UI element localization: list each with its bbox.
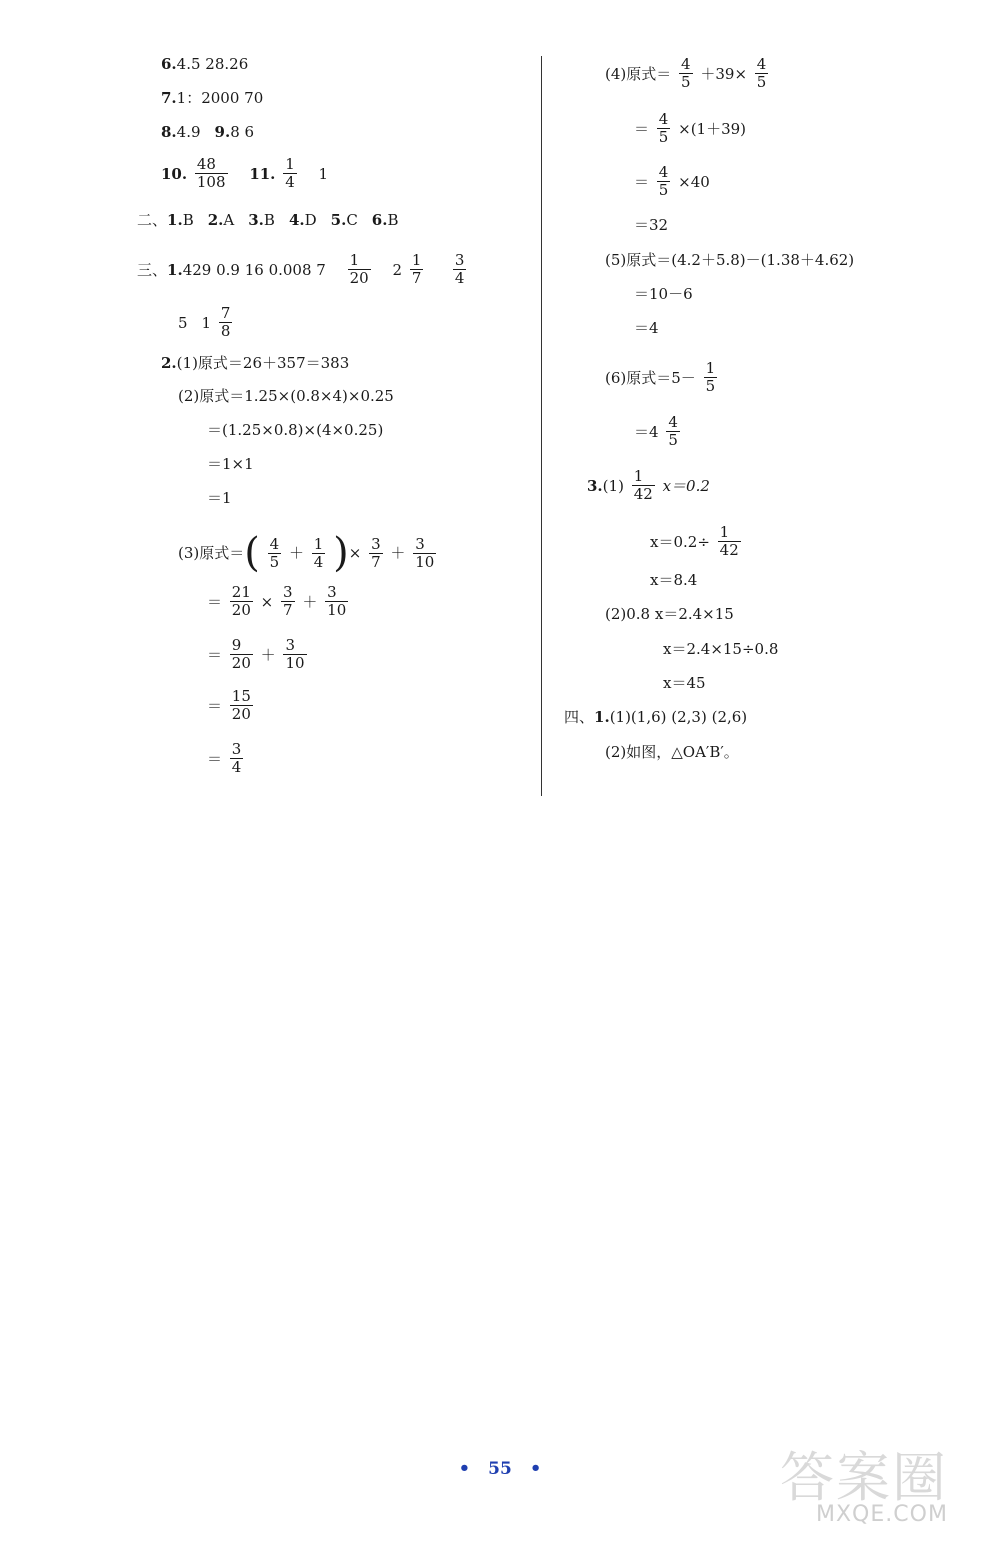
calc-2-4-line4: ＝32: [634, 216, 669, 234]
calc-2-3-line1: (3)原式＝( $\frac{4}{5}$ ＋ $\frac{1}{4}$ )× $\frac{3}{7}$ ＋ $\frac{3}{10}$: [178, 530, 435, 576]
fraction: $\frac{3}{4}$: [231, 740, 242, 776]
fraction: $\frac{4}{5}$: [668, 413, 678, 449]
calc-2-6-line2: ＝4 $\frac{4}{5}$: [634, 413, 678, 449]
equation-3-2-line2: x＝2.4×15÷0.8: [663, 640, 779, 658]
calc-2-4-line2: ＝ $\frac{4}{5}$ ×(1＋39): [634, 110, 747, 146]
fraction: $\frac{7}{8}$: [220, 304, 231, 340]
fraction: $\frac{3}{10}$: [285, 636, 305, 672]
answer-6: 6.4.5 28.26: [161, 55, 249, 73]
section-2-answers: 二、1.B 2.A 3.B 4.D 5.C 6.B: [137, 211, 399, 229]
watermark-logo: 答案圈 MXQE.COM: [780, 1446, 948, 1527]
equation-3-1-line2: x＝0.2÷ $\frac{1}{42}$: [650, 523, 739, 559]
calc-2-2-line3: ＝1×1: [207, 455, 254, 473]
calc-2-2-line2: ＝(1.25×0.8)×(4×0.25): [207, 421, 384, 439]
fraction: $\frac{1}{42}$: [633, 467, 653, 503]
fraction: $\frac{3}{10}$: [327, 583, 347, 619]
equation-3-2-line3: x＝45: [663, 674, 706, 692]
fraction: $\frac{3}{10}$: [415, 534, 435, 571]
fraction: $\frac{3}{7}$: [283, 583, 293, 619]
fraction: $\frac{1}{4}$: [313, 534, 324, 571]
calc-2-1: 2.(1)原式＝26＋357＝383: [161, 354, 350, 372]
fraction: $\frac{3}{4}$: [454, 251, 465, 287]
fraction: $\frac{1}{42}$: [719, 523, 739, 559]
fraction: $\frac{1}{7}$: [411, 251, 422, 287]
calc-2-5-line2: ＝10－6: [634, 285, 693, 303]
section-3-q1: 三、1.429 0.9 16 0.008 7 $\frac{1}{20}$ 2 $\frac{1}{7}$ $\frac{3}{4}$: [137, 251, 465, 287]
fraction: $\frac{4}{5}$: [269, 534, 280, 571]
calc-2-3-line2: ＝ $\frac{21}{20}$ × $\frac{3}{7}$ ＋ $\frac{3}{10}$: [207, 583, 347, 619]
calc-2-5-line1: (5)原式＝(4.2＋5.8)－(1.38＋4.62): [605, 251, 855, 269]
calc-2-3-line4: ＝ $\frac{15}{20}$: [207, 687, 251, 723]
equation-3-1-line3: x＝8.4: [650, 571, 698, 589]
fraction: $\frac{1}{20}$: [349, 251, 369, 287]
equation-3-2-line1: (2)0.8 x＝2.4×15: [605, 605, 734, 623]
calc-2-3-line3: ＝ $\frac{9}{20}$ ＋ $\frac{3}{10}$: [207, 636, 305, 672]
calc-2-3-line5: ＝ $\frac{3}{4}$: [207, 740, 242, 776]
calc-2-2-line4: ＝1: [207, 489, 232, 507]
calc-2-4-line3: ＝ $\frac{4}{5}$ ×40: [634, 163, 710, 199]
column-divider: [541, 56, 542, 796]
fraction: $\frac{9}{20}$: [231, 636, 251, 672]
section-4-q2: (2)如图，△OA′B′。: [605, 743, 739, 761]
page-number: • 55 •: [458, 1458, 542, 1479]
answer-7: 7.1：2000 70: [161, 89, 264, 107]
calc-2-5-line3: ＝4: [634, 319, 659, 337]
calc-2-6-line1: (6)原式＝5－ $\frac{1}{5}$: [605, 359, 716, 395]
fraction: $\frac{1}{4}$: [285, 155, 295, 191]
answer-8-9: 8.4.9 9.8 6: [161, 123, 255, 141]
fraction: $\frac{4}{5}$: [756, 55, 767, 91]
fraction: $\frac{4}{5}$: [658, 163, 669, 199]
calc-2-4-line1: (4)原式＝ $\frac{4}{5}$ ＋39× $\frac{4}{5}$: [605, 55, 767, 91]
fraction: $\frac{48}{108}$: [196, 155, 226, 191]
section-3-q1-cont: 5 1 $\frac{7}{8}$: [178, 304, 231, 340]
equation-3-1-line1: 3.(1) $\frac{1}{42}$ x＝0.2: [587, 467, 710, 503]
fraction: $\frac{4}{5}$: [681, 55, 691, 91]
answer-10-11: 10. $\frac{48}{108}$ 11. $\frac{1}{4}$ 1: [161, 155, 329, 191]
section-4-q1: 四、1.(1)(1,6) (2,3) (2,6): [564, 708, 748, 726]
fraction: $\frac{15}{20}$: [231, 687, 251, 723]
fraction: $\frac{3}{7}$: [371, 534, 381, 571]
fraction: $\frac{21}{20}$: [231, 583, 251, 619]
fraction: $\frac{1}{5}$: [705, 359, 716, 395]
calc-2-2-line1: (2)原式＝1.25×(0.8×4)×0.25: [178, 387, 394, 405]
fraction: $\frac{4}{5}$: [658, 110, 669, 146]
